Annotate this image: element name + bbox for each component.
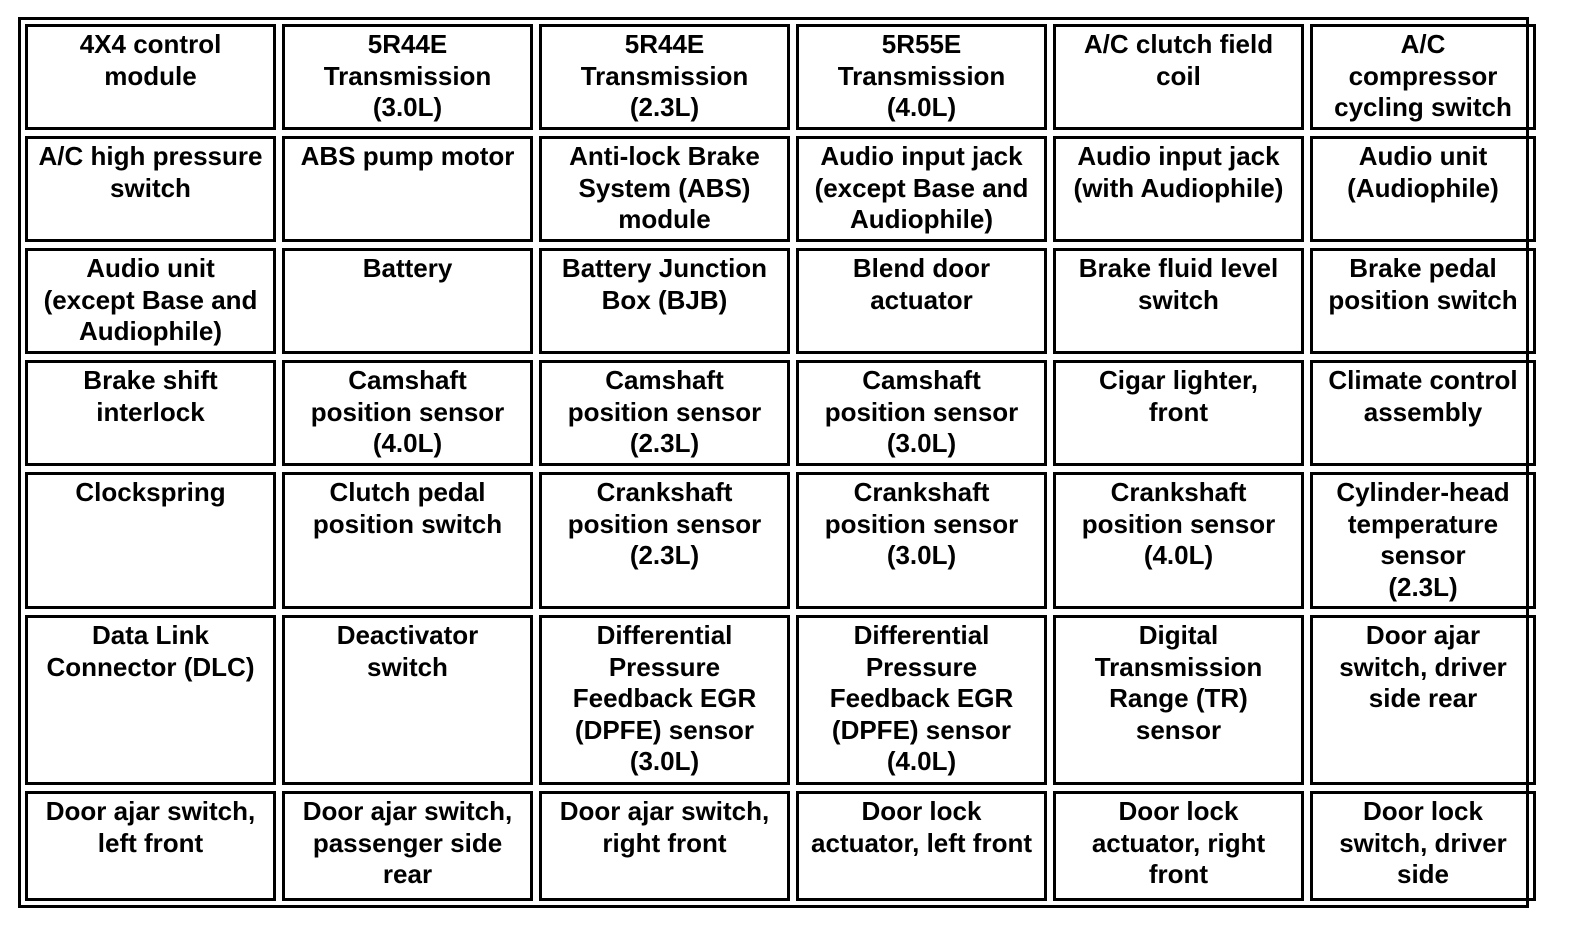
- table-cell: [539, 248, 790, 354]
- cell-label: 5R44E Transmission (3.0L): [323, 29, 492, 122]
- cell-label: Differential Pressure Feedback EGR (DPFE) sensor (3.0L): [572, 620, 757, 776]
- table-cell: [1053, 248, 1304, 354]
- cell-label: Data Link Connector (DLC): [46, 620, 255, 682]
- cell-label: Audio input jack (except Base and Audiophile): [814, 141, 1029, 234]
- table-cell: [1053, 472, 1304, 609]
- table-cell: [539, 472, 790, 609]
- cell-label: Door lock actuator, right front: [1091, 796, 1266, 889]
- table-cell: [796, 360, 1047, 466]
- table-cell: [796, 791, 1047, 901]
- cell-label: Blend door actuator: [852, 253, 991, 315]
- cell-label: Door ajar switch, driver side rear: [1339, 620, 1507, 713]
- cell-label: Clockspring: [75, 477, 226, 507]
- cell-label: Camshaft position sensor (2.3L): [567, 365, 762, 458]
- cell-label: A/C clutch field coil: [1083, 29, 1274, 91]
- table-cell: [25, 360, 276, 466]
- table-cell: [1310, 615, 1536, 785]
- table-cell: [539, 615, 790, 785]
- cell-label: Digital Transmission Range (TR) sensor: [1094, 620, 1263, 745]
- cell-label: Differential Pressure Feedback EGR (DPFE) sensor (4.0L): [829, 620, 1014, 776]
- cell-label: Battery: [362, 253, 453, 283]
- table-cell: [539, 136, 790, 242]
- table-cell: [282, 360, 533, 466]
- cell-label: 5R44E Transmission (2.3L): [580, 29, 749, 122]
- cell-label: Anti-lock Brake System (ABS) module: [569, 141, 760, 234]
- table-cell: [1310, 136, 1536, 242]
- table-cell: [282, 248, 533, 354]
- table-cell: [796, 472, 1047, 609]
- table-cell: [1053, 615, 1304, 785]
- cell-label: Audio unit (Audiophile): [1347, 141, 1499, 203]
- cell-label: Crankshaft position sensor (3.0L): [824, 477, 1019, 570]
- cell-label: Brake fluid level switch: [1078, 253, 1279, 315]
- cell-label: Brake pedal position switch: [1328, 253, 1518, 315]
- cell-label: Climate control assembly: [1328, 365, 1518, 427]
- cell-label: Audio input jack (with Audiophile): [1073, 141, 1284, 203]
- table-cell: [1310, 248, 1536, 354]
- cell-label: Door ajar switch, left front: [45, 796, 256, 858]
- table-cell: [1310, 360, 1536, 466]
- cell-label: Door lock actuator, left front: [810, 796, 1032, 858]
- cell-label: Camshaft position sensor (4.0L): [310, 365, 505, 458]
- cell-label: Deactivator switch: [336, 620, 479, 682]
- table-cell: [282, 472, 533, 609]
- cell-label: Brake shift interlock: [83, 365, 218, 427]
- cell-label: Door ajar switch, right front: [559, 796, 770, 858]
- cell-label: Cigar lighter, front: [1099, 365, 1258, 427]
- component-grid: [25, 24, 1522, 901]
- cell-label: Cylinder-head temperature sensor (2.3L): [1336, 477, 1510, 602]
- cell-label: Battery Junction Box (BJB): [561, 253, 768, 315]
- cell-label: Clutch pedal position switch: [312, 477, 503, 539]
- table-cell: [1310, 472, 1536, 609]
- table-cell: [1310, 791, 1536, 901]
- table-cell: [539, 360, 790, 466]
- cell-label: 4X4 control module: [79, 29, 222, 91]
- cell-label: Audio unit (except Base and Audiophile): [43, 253, 258, 346]
- table-cell: [282, 24, 533, 130]
- cell-label: A/C compressor cycling switch: [1334, 29, 1512, 122]
- table-cell: [796, 615, 1047, 785]
- table-cell: [25, 791, 276, 901]
- table-cell: [539, 24, 790, 130]
- cell-label: Crankshaft position sensor (2.3L): [567, 477, 762, 570]
- table-cell: [1053, 24, 1304, 130]
- table-cell: [1310, 24, 1536, 130]
- cell-label: Door lock switch, driver side: [1339, 796, 1507, 889]
- table-cell: [796, 248, 1047, 354]
- table-cell: [25, 615, 276, 785]
- table-cell: [25, 248, 276, 354]
- cell-label: ABS pump motor: [300, 141, 515, 171]
- table-cell: [796, 136, 1047, 242]
- table-cell: [1053, 360, 1304, 466]
- table-cell: [282, 136, 533, 242]
- table-cell: [282, 791, 533, 901]
- cell-label: 5R55E Transmission (4.0L): [837, 29, 1006, 122]
- component-table: [18, 17, 1529, 908]
- table-cell: [282, 615, 533, 785]
- cell-label: Door ajar switch, passenger side rear: [302, 796, 513, 889]
- table-cell: [539, 791, 790, 901]
- table-cell: [796, 24, 1047, 130]
- table-cell: [25, 136, 276, 242]
- table-cell: [1053, 136, 1304, 242]
- table-cell: [25, 472, 276, 609]
- table-cell: [1053, 791, 1304, 901]
- cell-label: Camshaft position sensor (3.0L): [824, 365, 1019, 458]
- table-cell: [25, 24, 276, 130]
- cell-label: A/C high pressure switch: [38, 141, 263, 203]
- cell-label: Crankshaft position sensor (4.0L): [1081, 477, 1276, 570]
